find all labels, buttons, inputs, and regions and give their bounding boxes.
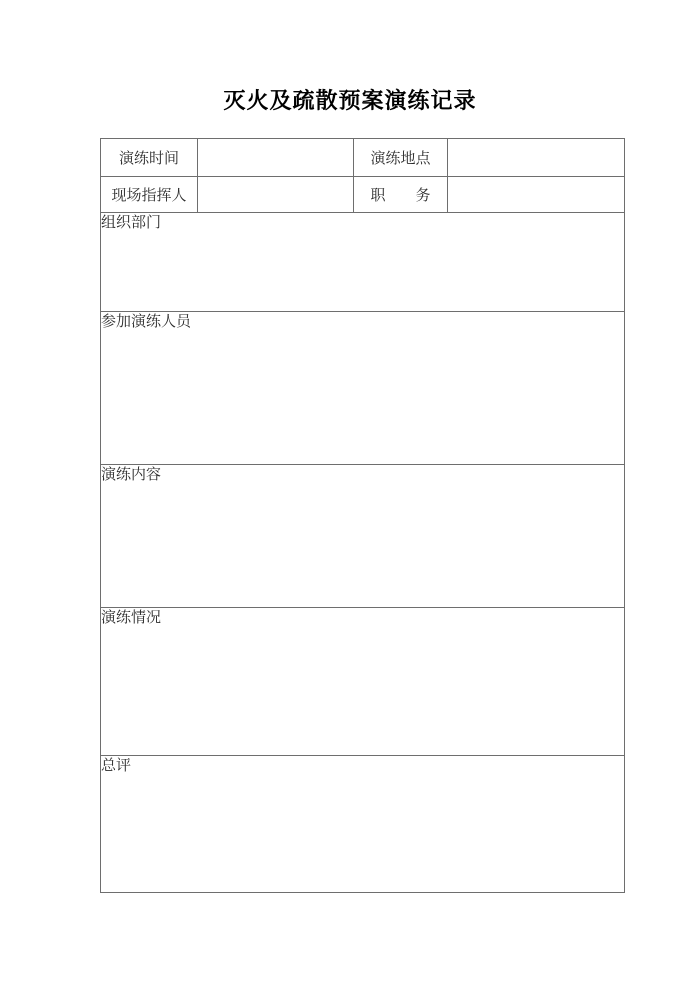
table-row: [101, 139, 625, 177]
drill-content-field[interactable]: [101, 465, 625, 608]
position-label: 职 务: [354, 177, 448, 213]
organizing-department-field[interactable]: [101, 213, 625, 312]
table-row: [101, 608, 625, 756]
drill-time-label: 演练时间: [101, 139, 198, 177]
drill-situation-field[interactable]: [101, 608, 625, 756]
drill-content-label: 演练内容: [101, 465, 162, 483]
drill-location-field[interactable]: [448, 139, 625, 177]
table-row: [101, 312, 625, 465]
table-row: [101, 465, 625, 608]
participants-label: 参加演练人员: [101, 312, 192, 330]
position-field[interactable]: [448, 177, 625, 213]
organizing-department-label: 组织部门: [101, 213, 162, 231]
commander-label: 现场指挥人: [101, 177, 198, 213]
overall-evaluation-label: 总评: [101, 756, 132, 774]
drill-record-table: [100, 138, 625, 893]
drill-situation-label: 演练情况: [101, 608, 162, 626]
drill-time-field[interactable]: [198, 139, 354, 177]
page-title: 灭火及疏散预案演练记录: [223, 89, 477, 114]
drill-location-label: 演练地点: [354, 139, 448, 177]
overall-evaluation-field[interactable]: [101, 756, 625, 893]
participants-field[interactable]: [101, 312, 625, 465]
commander-field[interactable]: [198, 177, 354, 213]
table-row: [101, 756, 625, 893]
table-row: [101, 177, 625, 213]
table-row: [101, 213, 625, 312]
